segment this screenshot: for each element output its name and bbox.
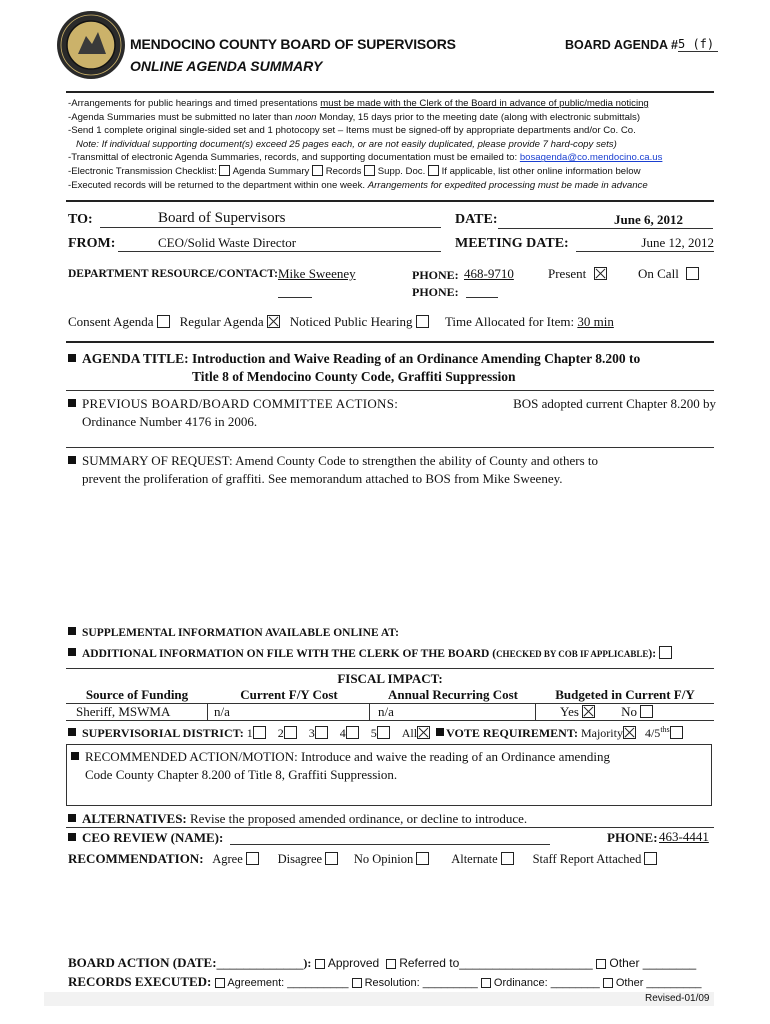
- checkbox-budget-no[interactable]: [640, 705, 653, 718]
- recommended-label: RECOMMENDED ACTION/MOTION:: [85, 749, 298, 764]
- fiscal-impact-table: [66, 668, 714, 721]
- oncall-option: On Call: [638, 266, 699, 282]
- board-agenda-number: 5 (f): [678, 37, 718, 52]
- date-label: DATE:: [455, 212, 498, 227]
- resolution-field[interactable]: _________: [422, 977, 478, 989]
- phone-label: PHONE:: [412, 268, 459, 282]
- checkbox-disagree[interactable]: [325, 852, 338, 865]
- checkbox-district-all[interactable]: [417, 726, 430, 739]
- instr-line-4: Note: If individual supporting document(s) exceed 25 pages each, or are not easily duplicated, please provide 7 hard-copy sets): [76, 138, 617, 150]
- board-action-date-field[interactable]: _____________: [216, 956, 304, 970]
- recommended-text2: Code County Chapter 8.200 of Title 8, Graffiti Suppression.: [85, 767, 398, 782]
- alternatives-row: [68, 811, 527, 827]
- checkbox-referred[interactable]: [386, 959, 396, 969]
- agenda-title-line2: Title 8 of Mendocino County Code, Graffiti Suppression: [192, 369, 516, 384]
- ceo-phone-field[interactable]: 463-4441: [659, 829, 709, 844]
- recommended-action-box: [66, 744, 712, 806]
- previous-actions-section: [68, 396, 716, 430]
- fiscal-header-annual: Annual Recurring Cost: [387, 687, 518, 702]
- previous-rule: [66, 447, 714, 448]
- agenda-type-row: Consent Agenda Regular Agenda Noticed Public Hearing Time Allocated for Item: 30 min: [68, 314, 614, 329]
- instr-line-2: -Agenda Summaries must be submitted no later than noon Monday, 15 days prior to the meeting date (along with electronic submittals): [68, 111, 641, 123]
- fiscal-source-field[interactable]: Sheriff, MSWMA: [66, 704, 208, 720]
- meeting-date-label: MEETING DATE:: [455, 236, 569, 251]
- vote-label: VOTE REQUIREMENT:: [446, 726, 578, 740]
- checkbox-alternate[interactable]: [501, 852, 514, 865]
- present-option: Present: [548, 266, 607, 282]
- fiscal-heading: FISCAL IMPACT:: [66, 668, 714, 687]
- date-field[interactable]: June 6, 2012: [498, 212, 713, 229]
- alternatives-rule: [66, 827, 714, 828]
- checkbox-district-4[interactable]: [346, 726, 359, 739]
- previous-actions-text2: Ordinance Number 4176 in 2006.: [82, 414, 258, 429]
- previous-actions-text1: BOS adopted current Chapter 8.200 by: [513, 396, 716, 411]
- checkbox-agree[interactable]: [246, 852, 259, 865]
- fiscal-header-budgeted: Budgeted in Current F/Y: [555, 687, 695, 702]
- header-rule: [66, 91, 714, 93]
- checkbox-board-other[interactable]: [596, 959, 606, 969]
- records-other-field[interactable]: _________: [646, 977, 702, 989]
- board-action-label: BOARD ACTION (DATE:: [68, 955, 217, 970]
- phone-field[interactable]: 468-9710: [464, 266, 514, 281]
- fiscal-data-row: [66, 704, 714, 721]
- board-agenda-label: BOARD AGENDA #: [565, 38, 678, 52]
- referred-to-field[interactable]: ____________________: [459, 956, 593, 970]
- footer-band: [44, 992, 714, 1006]
- fiscal-current-field[interactable]: n/a: [208, 704, 370, 720]
- phone-field-2[interactable]: [466, 297, 498, 298]
- checkbox-records[interactable]: [312, 165, 323, 176]
- instr-line-1: -Arrangements for public hearings and timed presentations must be made with the Clerk of the Board in advance of public/media noticing: [68, 98, 649, 109]
- contact-field[interactable]: Mike Sweeney: [278, 266, 356, 281]
- agenda-title-section: [68, 351, 716, 385]
- checkbox-oncall[interactable]: [686, 267, 699, 280]
- seal-icon: [56, 10, 126, 80]
- form-title: MENDOCINO COUNTY BOARD OF SUPERVISORS: [130, 36, 456, 52]
- checkbox-resolution[interactable]: [352, 978, 362, 988]
- summary-text1: Amend County Code to strengthen the ability of County and others to: [235, 453, 598, 468]
- checkbox-staff-report[interactable]: [644, 852, 657, 865]
- contact-label: DEPARTMENT RESOURCE/CONTACT:: [68, 268, 278, 280]
- checkbox-agenda-summary[interactable]: [219, 165, 230, 176]
- meeting-date-field[interactable]: June 12, 2012: [576, 235, 714, 252]
- board-other-field[interactable]: ________: [642, 956, 697, 970]
- fiscal-annual-field[interactable]: n/a: [370, 704, 536, 720]
- ceo-review-label: CEO REVIEW (NAME):: [68, 830, 223, 846]
- supplemental-online: SUPPLEMENTAL INFORMATION AVAILABLE ONLINE AT:: [68, 627, 399, 639]
- additional-info-cob: ADDITIONAL INFORMATION ON FILE WITH THE CLERK OF THE BOARD (CHECKED BY COB IF APPLICABLE):: [68, 646, 672, 660]
- previous-actions-label: PREVIOUS BOARD/BOARD COMMITTEE ACTIONS:: [82, 396, 399, 411]
- checkbox-district-3[interactable]: [315, 726, 328, 739]
- instructions-block: [68, 97, 728, 192]
- instr-line-7: -Executed records will be returned to the department within one week. Arrangements for expedited processing must be made in advance: [68, 179, 648, 191]
- to-field[interactable]: Board of Supervisors: [100, 210, 441, 228]
- checkbox-district-5[interactable]: [377, 726, 390, 739]
- agenda-type-rule: [66, 341, 714, 343]
- instr-line-5: -Transmittal of electronic Agenda Summaries, records, and supporting documentation must be emailed to: bosagenda@co.mendocino.ca.us: [68, 152, 663, 164]
- ceo-review-field[interactable]: [230, 844, 550, 845]
- form-subtitle: ONLINE AGENDA SUMMARY: [130, 58, 323, 74]
- records-label: RECORDS EXECUTED:: [68, 974, 212, 989]
- county-seal: [56, 10, 126, 80]
- fiscal-header-source: Source of Funding: [85, 687, 189, 702]
- checkbox-majority[interactable]: [623, 726, 636, 739]
- title-rule: [66, 390, 714, 391]
- checkbox-four-fifths[interactable]: [670, 726, 683, 739]
- board-action-row: BOARD ACTION (DATE:_____________): Approved Referred to____________________ Other ________: [68, 955, 697, 970]
- records-executed-row: RECORDS EXECUTED: Agreement: __________ Resolution: _________ Ordinance: ________ Other _________: [68, 974, 702, 989]
- checkbox-no-opinion[interactable]: [416, 852, 429, 865]
- revised-label: Revised-01/09: [645, 993, 710, 1004]
- summary-text2: prevent the proliferation of graffiti. See memorandum attached to BOS from Mike Sweeney.: [82, 471, 563, 486]
- recommended-text1: Introduce and waive the reading of an Ordinance amending: [300, 749, 610, 764]
- district-vote-row: SUPERVISORIAL DISTRICT: 1 2 3 4 5 All VOTE REQUIREMENT: Majority $4/5^{ths}$: [68, 725, 683, 741]
- alternatives-label: ALTERNATIVES:: [82, 811, 187, 826]
- alternatives-text: Revise the proposed amended ordinance, or decline to introduce.: [190, 811, 528, 826]
- fiscal-header-row: [66, 687, 714, 704]
- to-label: TO:: [68, 212, 93, 227]
- time-allocated-field[interactable]: 30 min: [577, 314, 614, 329]
- checkbox-regular-agenda[interactable]: [267, 315, 280, 328]
- from-label: FROM:: [68, 236, 116, 251]
- checkbox-other-online[interactable]: [428, 165, 439, 176]
- agenda-title-label: AGENDA TITLE:: [82, 351, 189, 366]
- summary-section: [68, 453, 728, 487]
- district-label: SUPERVISORIAL DISTRICT:: [82, 726, 244, 740]
- contact-field-2[interactable]: [278, 297, 312, 298]
- fiscal-header-current: Current F/Y Cost: [240, 687, 338, 702]
- checkbox-consent-agenda[interactable]: [157, 315, 170, 328]
- checkbox-district-2[interactable]: [284, 726, 297, 739]
- checkbox-approved[interactable]: [315, 959, 325, 969]
- bos-email-link[interactable]: bosagenda@co.mendocino.ca.us: [519, 152, 663, 164]
- summary-label: SUMMARY OF REQUEST:: [82, 453, 233, 468]
- checkbox-cob-applicable[interactable]: [659, 646, 672, 659]
- ceo-phone-label: PHONE:: [607, 830, 658, 845]
- instr-line-6: -Electronic Transmission Checklist: Agenda Summary Records Supp. Doc. If applicable, list other online information below: [68, 165, 641, 177]
- agenda-title-line1: Introduction and Waive Reading of an Ordinance Amending Chapter 8.200 to: [192, 351, 641, 366]
- agreement-field[interactable]: __________: [287, 977, 349, 989]
- checkbox-records-other[interactable]: [603, 978, 613, 988]
- checkbox-district-1[interactable]: [253, 726, 266, 739]
- fiscal-budgeted-field: Yes No: [536, 704, 714, 720]
- phone-label-2: PHONE:: [412, 285, 459, 299]
- recommendation-label: RECOMMENDATION:: [68, 851, 204, 866]
- checkbox-present[interactable]: [594, 267, 607, 280]
- from-field[interactable]: CEO/Solid Waste Director: [118, 235, 441, 252]
- checkbox-budget-yes[interactable]: [582, 705, 595, 718]
- ordinance-field[interactable]: ________: [550, 977, 600, 989]
- checkbox-agreement[interactable]: [215, 978, 225, 988]
- checkbox-noticed-hearing[interactable]: [416, 315, 429, 328]
- checkbox-supp-doc[interactable]: [364, 165, 375, 176]
- instr-line-3: -Send 1 complete original single-sided set and 1 photocopy set – Items must be signed-off by appropriate departments and/or Co. Co.: [68, 125, 636, 137]
- checkbox-ordinance[interactable]: [481, 978, 491, 988]
- recommendation-row: RECOMMENDATION: Agree Disagree No Opinion Alternate Staff Report Attached: [68, 851, 716, 867]
- instructions-rule: [66, 200, 714, 202]
